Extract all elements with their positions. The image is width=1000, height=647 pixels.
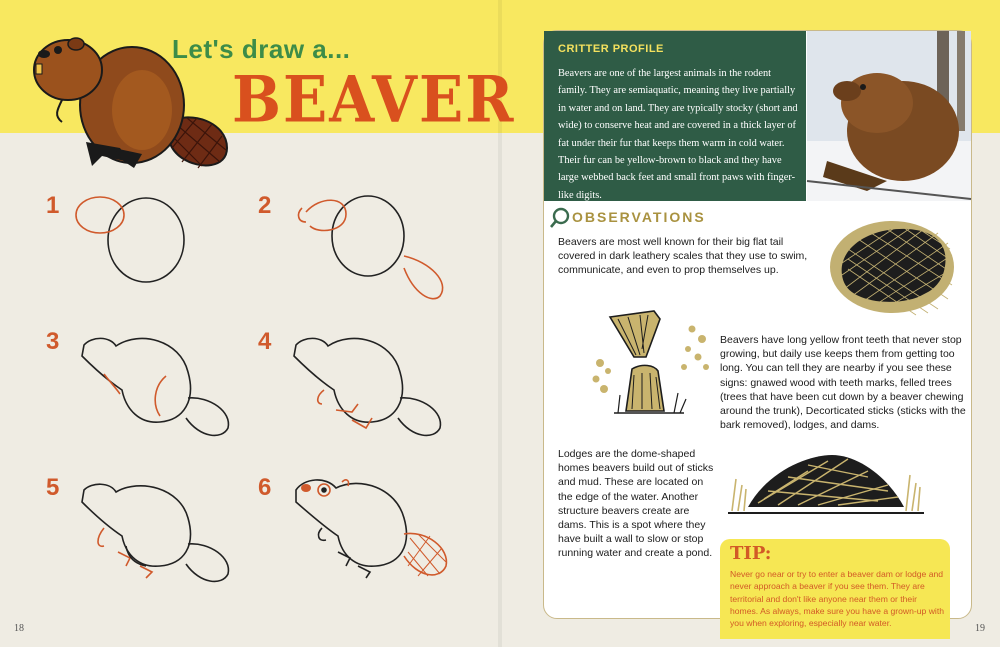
step-number-4: 4 [258, 328, 272, 355]
beaver-lodge-icon [728, 441, 924, 521]
content-panel [543, 30, 972, 629]
beaver-photo [807, 31, 971, 201]
page-title-big: BEAVER [232, 62, 516, 137]
tip-text: Never go near or try to enter a beaver dam or lodge and never approach a beaver if you see them. They are territorial and don't like anyone near them or their homes. As always, make sure you have a grown-up with you when exploring, especially near water. [730, 569, 944, 629]
step-number-3: 3 [46, 328, 60, 355]
step-number-5: 5 [46, 474, 60, 501]
step-4-drawing [294, 338, 440, 435]
teeth-text: Beavers have long yellow front teeth that never stop growing, but daily use keeps them from getting too long. You can tell they are nearby if you see these signs: gnawed wood with teeth marks, felled trees (trees that have been cut down by a beaver chewing around the trunk), Decorticated sticks (sticks with the bark removed), lodges, and dams. [720, 334, 966, 432]
step-number-2: 2 [258, 192, 272, 219]
tip-box [720, 539, 950, 639]
page-number-right: 19 [975, 623, 985, 634]
critter-profile-title: CRITTER PROFILE [558, 43, 664, 55]
magnifier-icon [550, 207, 572, 229]
step-3-drawing [82, 338, 228, 435]
tail-text: Beavers are most well known for their big flat tail covered in dark leathery scales that they use to swim, communicate, and even to prop themselves up. [558, 236, 808, 277]
step-number-6: 6 [258, 474, 272, 501]
gnawed-tree-icon [584, 309, 714, 421]
page-title-small: Let's draw a... [172, 34, 351, 64]
step-1-drawing [76, 197, 184, 282]
critter-profile-box [544, 31, 806, 201]
step-2-drawing [299, 196, 443, 299]
step-5-drawing [82, 484, 228, 581]
observations-title: OBSERVATIONS [572, 209, 706, 225]
step-6-drawing [296, 480, 446, 578]
tip-title: TIP: [730, 543, 772, 564]
page-number-left: 18 [14, 623, 24, 634]
beaver-tail-icon [828, 219, 958, 315]
critter-profile-text: Beavers are one of the largest animals in the rodent family. They are semiaquatic, meaning they live partially in water and on land. They are typically stocky (short and wide) to conserve heat and are covered in a thick layer of fat under their fur that keeps them warm in cold water. Their fur can be yellow-brown to black and they have large webbed back feet and small front paws with finger-like digits. [558, 68, 798, 201]
step-number-1: 1 [46, 192, 60, 219]
lodge-text: Lodges are the dome-shaped homes beavers build out of sticks and mud. These are located on the edge of the water. Another structure beavers create are dams. This is a spot where they have built a wall to slow or stop running water and create a pond. [558, 448, 714, 560]
